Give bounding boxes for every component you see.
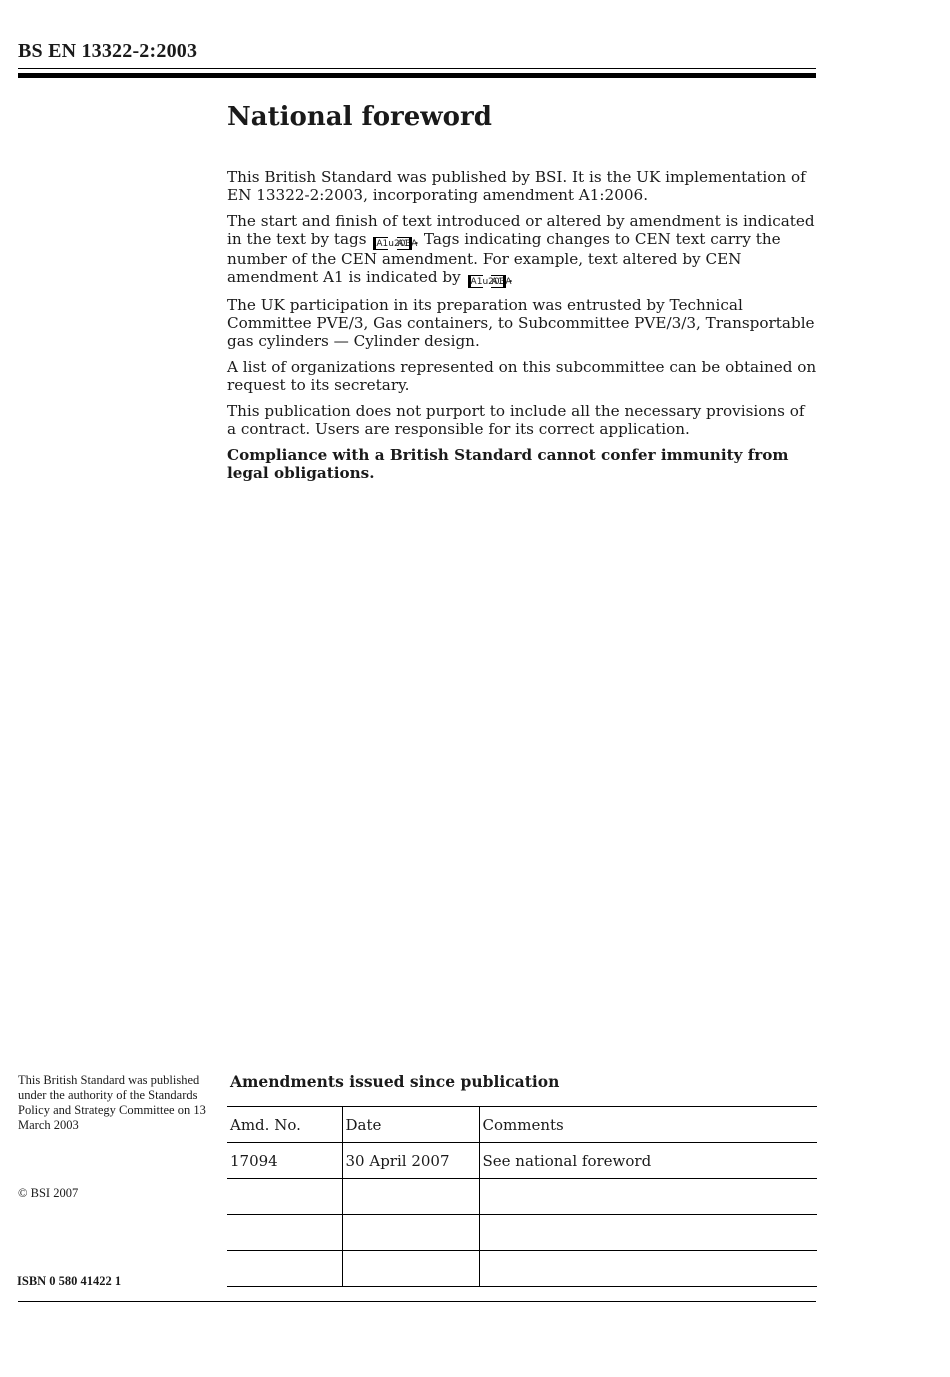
table-row xyxy=(227,1179,817,1215)
cell-comments xyxy=(479,1179,817,1215)
paragraph-publication: This British Standard was published by BSI. It is the UK implementation of EN 13322-2:2003, incorporating amendment A1:2006. xyxy=(227,168,806,204)
paragraph-amendment-tags-part2: . Tags indicating changes to CEN text carry the number of the CEN amendment. For example, text altered by CEN amendment A1 is indicated by xyxy=(227,230,781,286)
paragraph-provisions: This publication does not purport to include all the necessary provisions of a contract. Users are responsible for its correct application. xyxy=(227,402,805,438)
amendment-open-tag-icon: A1 u203A xyxy=(373,237,388,250)
amendment-close-tag-icon: A1 xyxy=(397,237,412,250)
cell-date xyxy=(342,1251,479,1287)
paragraph-organizations: A list of organizations represented on this subcommittee can be obtained on request to its secretary. xyxy=(227,358,817,394)
page-title: National foreword xyxy=(227,102,492,132)
table-row xyxy=(227,1215,817,1251)
footer-rule xyxy=(18,1301,816,1302)
cell-comments xyxy=(479,1251,817,1287)
amendment-close-tag-icon: A1 xyxy=(491,275,506,288)
header-rule-thick xyxy=(18,73,816,78)
amendments-title: Amendments issued since publication xyxy=(230,1072,560,1091)
paragraph-amendment-tags xyxy=(227,212,817,288)
paragraph-amendment-tags-part3: . xyxy=(508,268,514,286)
paragraph-amendment-tags-part1: The start and finish of text introduced or altered by amendment is indicated in the text by tags xyxy=(227,212,815,248)
amendments-table xyxy=(227,1106,817,1287)
foreword-body xyxy=(227,168,817,490)
cell-date: 30 April 2007 xyxy=(342,1143,479,1179)
paragraph-compliance: Compliance with a British Standard cannot confer immunity from legal obligations. xyxy=(227,446,789,482)
copyright-notice: © BSI 2007 xyxy=(18,1186,79,1200)
amendment-open-tag-icon: A1 u203A xyxy=(468,275,483,288)
cell-amd-no xyxy=(227,1179,342,1215)
cell-comments xyxy=(479,1215,817,1251)
paragraph-committee: The UK participation in its preparation was entrusted by Technical Committee PVE/3, Gas containers, to Subcommittee PVE/3/3, Transportable gas cylinders — Cylinder design. xyxy=(227,296,815,350)
cell-amd-no: 17094 xyxy=(227,1143,342,1179)
cell-amd-no xyxy=(227,1251,342,1287)
header-rule-thin xyxy=(18,68,816,69)
standard-id: BS EN 13322-2:2003 xyxy=(18,40,198,62)
header-amd-no: Amd. No. xyxy=(227,1107,342,1143)
isbn: ISBN 0 580 41422 1 xyxy=(17,1274,122,1288)
publication-authority-note: This British Standard was published under the authority of the Standards Policy and Strategy Committee on 13 March 2003 xyxy=(18,1073,206,1132)
cell-date xyxy=(342,1215,479,1251)
cell-amd-no xyxy=(227,1215,342,1251)
table-row xyxy=(227,1143,817,1179)
table-row xyxy=(227,1251,817,1287)
header-date: Date xyxy=(342,1107,479,1143)
cell-comments: See national foreword xyxy=(479,1143,817,1179)
cell-date xyxy=(342,1179,479,1215)
header-comments: Comments xyxy=(479,1107,817,1143)
table-header-row xyxy=(227,1107,817,1143)
